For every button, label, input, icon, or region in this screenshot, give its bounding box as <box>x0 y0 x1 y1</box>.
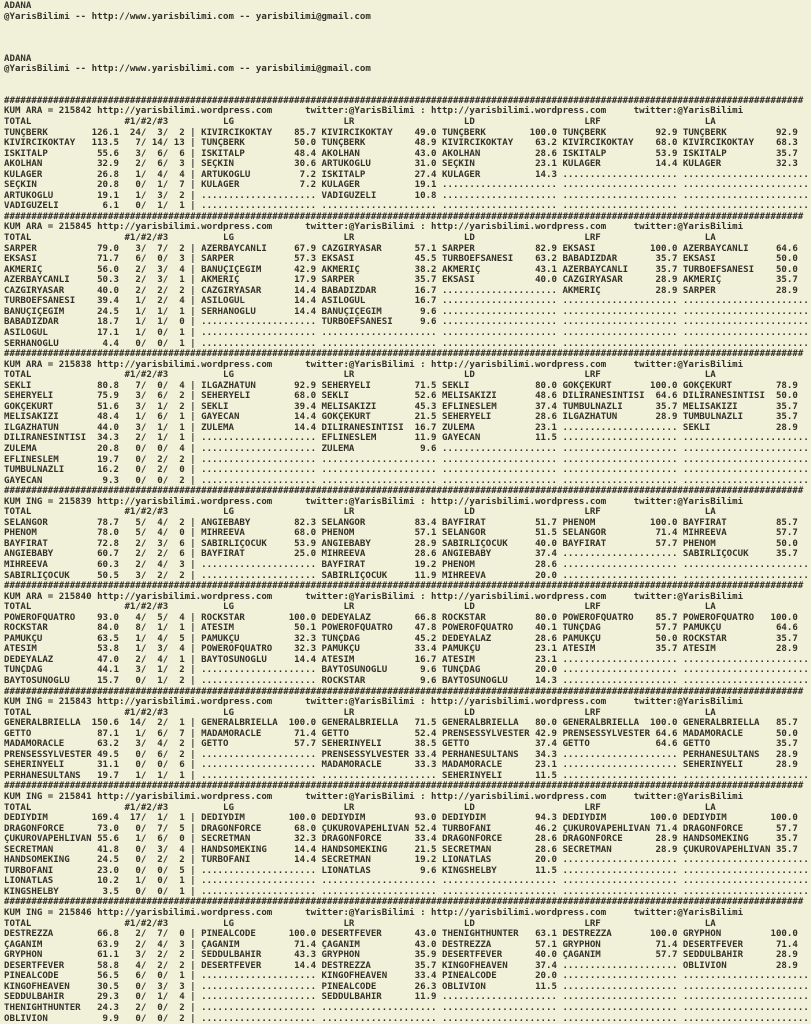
stat-row: PAMUKÇU 63.5 1/ 4/ 5 | PAMUKÇU 32.3 TUNÇDAG 45.2 DEDEYALAZ 28.6 PAMUKÇU 50.0 ROCKSTAR 35.7 <box>4 633 798 644</box>
stat-row: ATESIM 53.8 1/ 3/ 4 | POWEROFQUATRO 32.3 PAMUKÇU 33.4 PAMUKÇU 23.1 ATESIM 35.7 ATESIM 28.9 <box>4 644 798 655</box>
stat-row: GENERALBRIELLA 150.6 14/ 2/ 1 | GENERALBRIELLA 100.0 GENERALBRIELLA 71.5 GENERALBRIELLA 80.0 GENERALBRIELLA 100.0 GENERALBRIELLA 85.7 <box>4 718 798 729</box>
stat-row: ÇUKUROVAPEHLIVAN 55.6 1/ 6/ 0 | SECRETMAN 32.3 DRAGONFORCE 33.4 DRAGONFORCE 28.6 DRAGONFORCE 28.9 HANDSOMEKING 35.7 <box>4 834 798 845</box>
stat-row: ISKITALP 55.6 3/ 6/ 6 | ISKITALP 48.4 AKOLHAN 43.0 AKOLHAN 28.6 ISKITALP 53.9 ISKITALP 35.7 <box>4 148 798 159</box>
stat-row: MELISAKIZI 48.4 1/ 6/ 1 | GAYECAN 14.4 GÖKÇEKURT 21.5 SEHERYELI 28.6 ILGAZHATUN 28.9 TUMBULNAZLI 35.7 <box>4 412 798 423</box>
stat-row: CAZGIRYASAR 40.0 2/ 2/ 2 | CAZGIRYASAR 14.4 BABADIZDAR 16.7 ..................... AKMERIÇ 28.9 SARPER 28.9 <box>4 285 798 296</box>
stat-row: THENIGHTHUNTER 24.3 2/ 0/ 2 | ..................... ..................... ..................... ..................... ....................... <box>4 1002 809 1013</box>
stat-row: MADAMORACLE 63.2 3/ 4/ 2 | GETTO 57.7 SEHERINYELI 38.5 GETTO 37.4 GETTO 64.6 GETTO 35.7 <box>4 739 798 750</box>
column-header: TOTAL #1/#2/#3 LG LR LD LRF LA <box>4 802 716 813</box>
column-header: TOTAL #1/#2/#3 LG LR LD LRF LA <box>4 117 716 128</box>
contact-line: @YarisBilimi -- http://www.yarisbilimi.com -- yarisbilimi@gmail.com <box>4 64 371 75</box>
stat-row: AZERBAYCANLI 50.3 2/ 3/ 1 | AKMERIÇ 17.9 SARPER 35.7 EKSASI 40.0 CAZGIRYASAR 28.9 AKMERIÇ 35.7 <box>4 275 798 286</box>
stat-row: SEKLI 80.8 7/ 0/ 4 | ILGAZHATUN 92.9 SEHERYELI 71.5 SEKLI 80.0 GÖKÇEKURT 100.0 GÖKÇEKURT 78.9 <box>4 380 798 391</box>
stat-row: TUNÇBERK 126.1 24/ 3/ 2 | KIVIRCIKOKTAY 85.7 KIVIRCIKOKTAY 49.0 TUNÇBERK 100.0 TUNÇBERK 92.9 TUNÇBERK 92.9 <box>4 127 798 138</box>
stat-row: PRENSESSYLVESTER 49.5 0/ 6/ 2 | ..................... PRENSESSYLVESTER 33.4 PERHANESULTANS 34.3 ..................... PERHANESULTANS 28.9 <box>4 749 798 760</box>
stat-row: SECRETMAN 41.8 0/ 3/ 4 | HANDSOMEKING 14.4 HANDSOMEKING 21.5 SECRETMAN 28.6 SECRETMAN 28.9 ÇUKUROVAPEHLIVAN 35.7 <box>4 844 798 855</box>
stat-row: ZULEMA 20.8 0/ 0/ 4 | ..................... ZULEMA 9.6 ..................... ..................... ....................... <box>4 443 809 454</box>
stat-row: PHENOM 78.0 5/ 4/ 0 | MIHREEVA 68.0 PHENOM 57.1 SELANGOR 51.5 SELANGOR 71.4 MIHREEVA 57.7 <box>4 528 798 539</box>
stat-row: ROCKSTAR 84.0 8/ 1/ 1 | ATESIM 50.1 POWEROFQUATRO 47.8 POWEROFQUATRO 40.1 TUNÇDAG 57.7 PAMUKÇU 64.6 <box>4 623 798 634</box>
block-title: KUM ARA = 215840 http://yarisbilimi.wordpress.com twitter:@YarisBilimi : http://yarisbilimi.wordpress.com twitter:@YarisBilimi <box>4 591 744 602</box>
stat-row: BANUÇIÇEGIM 24.5 1/ 1/ 1 | SERHANOGLU 14.4 BANUÇIÇEGIM 9.6 ..................... ..................... ....................... <box>4 306 809 317</box>
block-title: KUM ING = 215839 http://yarisbilimi.wordpress.com twitter:@YarisBilimi : http://yarisbilimi.wordpress.com twitter:@YarisBilimi <box>4 496 744 507</box>
stat-row: KULAGER 26.8 1/ 4/ 4 | ARTUKOGLU 7.2 ISKITALP 27.4 KULAGER 14.3 ..................... ....................... <box>4 169 809 180</box>
stat-row: DEDIYDIM 169.4 17/ 1/ 1 | DEDIYDIM 100.0 DEDIYDIM 93.0 DEDIYDIM 94.3 DEDIYDIM 100.0 DEDIYDIM 100.0 <box>4 813 798 824</box>
stat-row: ANGIEBABY 60.7 2/ 2/ 6 | BAYFIRAT 25.0 MIHREEVA 28.6 ANGIEBABY 37.4 ..................... SABIRLIÇOCUK 35.7 <box>4 549 798 560</box>
separator-line: ################################################################################################################################################## <box>4 897 804 908</box>
blank-line <box>4 43 811 54</box>
block-title: KUM ARA = 215838 http://yarisbilimi.wordpress.com twitter:@YarisBilimi : http://yarisbilimi.wordpress.com twitter:@YarisBilimi <box>4 359 744 370</box>
column-header: TOTAL #1/#2/#3 LG LR LD LRF LA <box>4 918 716 929</box>
stat-row: SELANGOR 78.7 5/ 4/ 2 | ANGIEBABY 82.3 SELANGOR 83.4 BAYFIRAT 51.7 PHENOM 100.0 BAYFIRAT 85.7 <box>4 517 798 528</box>
stat-row: DILIRANESINTISI 34.3 2/ 1/ 1 | ..................... EFLINESLEM 11.9 GAYECAN 11.5 ..................... ....................... <box>4 433 809 444</box>
block-title: KUM ING = 215843 http://yarisbilimi.wordpress.com twitter:@YarisBilimi : http://yarisbilimi.wordpress.com twitter:@YarisBilimi <box>4 697 744 708</box>
stat-row: GETTO 87.1 1/ 6/ 7 | MADAMORACLE 71.4 GETTO 52.4 PRENSESSYLVESTER 42.9 PRENSESSYLVESTER 64.6 MADAMORACLE 50.0 <box>4 728 798 739</box>
city-line: ADANA <box>4 1 32 11</box>
stat-row: TUMBULNAZLI 16.2 0/ 2/ 0 | ..................... ..................... ..................... ..................... ....................... <box>4 465 809 476</box>
separator-line: ################################################################################################################################################## <box>4 686 804 697</box>
stat-row: POWEROFQUATRO 93.0 4/ 5/ 4 | ROCKSTAR 100.0 DEDEYALAZ 66.8 ROCKSTAR 80.0 POWEROFQUATRO 85.7 POWEROFQUATRO 100.0 <box>4 612 798 623</box>
stat-row: PERHANESULTANS 19.7 1/ 1/ 1 | ..................... ..................... SEHERINYELI 11.5 ..................... ....................... <box>4 770 809 781</box>
separator-line: ################################################################################################################################################## <box>4 486 804 497</box>
stat-row: TURBOFANI 23.0 0/ 0/ 5 | ..................... LIONATLAS 9.6 KINGSHELBY 11.5 ..................... ....................... <box>4 865 809 876</box>
stat-row: AKMERIÇ 56.0 2/ 3/ 4 | BANUÇIÇEGIM 42.9 AKMERIÇ 38.2 AKMERIÇ 43.1 AZERBAYCANLI 35.7 TURBOEFSANESI 50.0 <box>4 264 798 275</box>
stat-row: SARPER 79.0 3/ 7/ 2 | AZERBAYCANLI 67.9 CAZGIRYASAR 57.1 SARPER 82.9 EKSASI 100.0 AZERBAYCANLI 64.6 <box>4 243 798 254</box>
separator-line: ################################################################################################################################################## <box>4 211 804 222</box>
separator-line: ################################################################################################################################################## <box>4 349 804 360</box>
stat-row: GÖKÇEKURT 51.6 3/ 1/ 2 | SEKLI 39.4 MELISAKIZI 45.3 EFLINESLEM 37.4 TUMBULNAZLI 35.7 MELISAKIZI 35.7 <box>4 401 798 412</box>
column-header: TOTAL #1/#2/#3 LG LR LD LRF LA <box>4 707 716 718</box>
stat-row: ÇAGANIM 63.9 2/ 4/ 3 | ÇAGANIM 71.4 ÇAGANIM 43.0 DESTREZZA 57.1 GRYPHON 71.4 DESERTFEVER 71.4 <box>4 939 798 950</box>
separator-line: ################################################################################################################################################## <box>4 95 804 106</box>
contact-line: @YarisBilimi -- http://www.yarisbilimi.com -- yarisbilimi@gmail.com <box>4 11 371 22</box>
stat-blocks <box>4 96 811 1024</box>
stat-row: HANDSOMEKING 24.5 0/ 2/ 2 | TURBOFANI 14.4 SECRETMAN 19.2 LIONATLAS 20.0 ..................... ....................... <box>4 855 809 866</box>
stat-row: DRAGONFORCE 73.0 0/ 7/ 5 | DRAGONFORCE 68.0 ÇUKUROVAPEHLIVAN 52.4 TURBOFANI 46.2 ÇUKUROVAPEHLIVAN 71.4 DRAGONFORCE 57.7 <box>4 823 798 834</box>
block-title: KUM ING = 215846 http://yarisbilimi.wordpress.com twitter:@YarisBilimi : http://yarisbilimi.wordpress.com twitter:@YarisBilimi <box>4 908 744 919</box>
stat-row: TURBOEFSANESI 39.4 1/ 2/ 4 | ASILOGUL 14.4 ASILOGUL 16.7 ..................... ..................... ....................... <box>4 296 809 307</box>
column-header: TOTAL #1/#2/#3 LG LR LD LRF LA <box>4 602 716 613</box>
stat-row: BABADIZDAR 18.7 1/ 1/ 0 | ..................... TURBOEFSANESI 9.6 ..................... ..................... ....................... <box>4 317 809 328</box>
blank-line <box>4 33 811 44</box>
stat-row: ASILOGUL 17.1 1/ 0/ 1 | ..................... ..................... ..................... ..................... ....................... <box>4 327 809 338</box>
blank-line <box>4 22 811 33</box>
separator-line: ################################################################################################################################################## <box>4 781 804 792</box>
stat-row: SERHANOGLU 4.4 0/ 0/ 1 | ..................... ..................... ..................... ..................... ....................... <box>4 338 809 349</box>
stat-row: MIHREEVA 60.3 2/ 4/ 3 | ..................... BAYFIRAT 19.2 PHENOM 28.6 ..................... ....................... <box>4 559 809 570</box>
stat-row: DESERTFEVER 58.8 4/ 2/ 2 | DESERTFEVER 14.4 DESTREZZA 35.7 KINGOFHEAVEN 37.4 ..................... OBLIVION 28.9 <box>4 960 798 971</box>
stat-row: KINGOFHEAVEN 30.5 0/ 3/ 3 | ..................... PINEALCODE 26.3 OBLIVION 11.5 ..................... ....................... <box>4 981 809 992</box>
stat-row: ILGAZHATUN 44.0 3/ 1/ 1 | ZULEMA 14.4 DILIRANESINTISI 16.7 ZULEMA 23.1 ..................... SEKLI 28.9 <box>4 422 798 433</box>
stat-row: SEHERYELI 75.9 3/ 6/ 2 | SEHERYELI 68.0 SEKLI 52.6 MELISAKIZI 48.6 DILIRANESINTISI 64.6 DILIRANESINTISI 50.0 <box>4 391 798 402</box>
stat-row: EFLINESLEM 19.7 0/ 2/ 2 | ..................... ..................... ..................... ..................... ....................... <box>4 454 809 465</box>
stat-row: BAYFIRAT 72.8 2/ 3/ 6 | SABIRLIÇOCUK 53.9 ANGIEBABY 28.9 SABIRLIÇOCUK 40.0 BAYFIRAT 57.7 PHENOM 50.0 <box>4 538 798 549</box>
separator-line: ################################################################################################################################################## <box>4 581 804 592</box>
stat-row: ARTUKOGLU 19.1 1/ 3/ 2 | ..................... VADIGÜZELI 10.8 ..................... ..................... ....................... <box>4 190 809 201</box>
stat-row: KINGSHELBY 3.5 0/ 0/ 1 | ..................... ..................... ..................... ..................... ....................... <box>4 886 809 897</box>
blank-line <box>4 75 811 86</box>
block-title: KUM ARA = 215845 http://yarisbilimi.wordpress.com twitter:@YarisBilimi : http://yarisbilimi.wordpress.com twitter:@YarisBilimi <box>4 222 744 233</box>
city-line: ADANA <box>4 53 32 64</box>
stat-row: GAYECAN 9.3 0/ 0/ 2 | ..................... ..................... ..................... ..................... ....................... <box>4 475 809 486</box>
stat-row: BAYTOSUNOGLU 15.7 0/ 1/ 2 | ..................... ROCKSTAR 9.6 BAYTOSUNOGLU 14.3 ..................... ....................... <box>4 676 809 686</box>
stat-row: LIONATLAS 10.2 1/ 0/ 1 | ..................... ..................... ..................... ..................... ....................... <box>4 876 809 887</box>
column-header: TOTAL #1/#2/#3 LG LR LD LRF LA <box>4 507 716 518</box>
stat-row: TUNÇDAG 44.1 3/ 1/ 2 | ..................... BAYTOSUNOGLU 9.6 TUNÇDAG 20.0 ..................... ....................... <box>4 665 809 676</box>
stat-row: AKOLHAN 32.9 2/ 6/ 3 | SEÇKIN 30.6 ARTUKOGLU 31.0 SEÇKIN 23.1 KULAGER 14.4 KULAGER 32.3 <box>4 159 798 170</box>
block-title: KUM ING = 215841 http://yarisbilimi.wordpress.com twitter:@YarisBilimi : http://yarisbilimi.wordpress.com twitter:@YarisBilimi <box>4 792 744 803</box>
block-title: KUM ARA = 215842 http://yarisbilimi.wordpress.com twitter:@YarisBilimi : http://yarisbilimi.wordpress.com twitter:@YarisBilimi <box>4 106 744 117</box>
stat-row: SEÇKIN 20.8 0/ 1/ 7 | KULAGER 7.2 KULAGER 19.1 ..................... ..................... ....................... <box>4 180 809 191</box>
stat-row: KIVIRCIKOKTAY 113.5 7/ 14/ 13 | TUNÇBERK 50.0 TUNÇBERK 48.9 KIVIRCIKOKTAY 63.2 KIVIRCIKOKTAY 68.0 KIVIRCIKOKTAY 68.3 <box>4 138 798 149</box>
stat-row: VADIGÜZELI 6.1 0/ 1/ 1 | ..................... ..................... ..................... ..................... ....................... <box>4 201 809 212</box>
blank-line <box>4 85 811 96</box>
stat-row: GRYPHON 61.1 3/ 2/ 2 | SEDDÜLBAHIR 43.3 GRYPHON 35.9 DESERTFEVER 40.0 ÇAGANIM 57.7 SEDDÜLBAHIR 28.9 <box>4 950 798 961</box>
column-header: TOTAL #1/#2/#3 LG LR LD LRF LA <box>4 233 716 244</box>
stat-row: SEHERINYELI 31.1 0/ 0/ 6 | ..................... MADAMORACLE 33.3 MADAMORACLE 23.1 ..................... SEHERINYELI 28.9 <box>4 760 798 771</box>
stat-row: EKSASI 71.7 6/ 0/ 3 | SARPER 57.3 EKSASI 45.5 TURBOEFSANESI 63.2 BABADIZDAR 35.7 EKSASI 50.0 <box>4 254 798 265</box>
stat-row: DESTREZZA 66.8 2/ 7/ 0 | PINEALCODE 100.0 DESERTFEVER 43.0 THENIGHTHUNTER 63.1 DESTREZZA 100.0 GRYPHON 100.0 <box>4 929 798 940</box>
stat-row: SABIRLIÇOCUK 50.5 3/ 2/ 2 | ..................... SABIRLIÇOCUK 11.9 MIHREEVA 20.0 ..................... ....................... <box>4 570 809 581</box>
stat-row: PINEALCODE 56.5 6/ 0/ 1 | ..................... KINGOFHEAVEN 33.4 PINEALCODE 20.0 ..................... ....................... <box>4 971 809 982</box>
stat-row: DEDEYALAZ 47.0 2/ 4/ 1 | BAYTOSUNOGLU 14.4 ATESIM 16.7 ATESIM 23.1 ..................... ....................... <box>4 654 809 665</box>
stat-row: OBLIVION 9.9 0/ 0/ 2 | ..................... ..................... ..................... ..................... ....................... <box>4 1013 809 1024</box>
stat-row: SEDDÜLBAHIR 29.3 0/ 1/ 4 | ..................... SEDDÜLBAHIR 11.9 ..................... ..................... ....................... <box>4 992 809 1003</box>
column-header: TOTAL #1/#2/#3 LG LR LD LRF LA <box>4 370 716 381</box>
